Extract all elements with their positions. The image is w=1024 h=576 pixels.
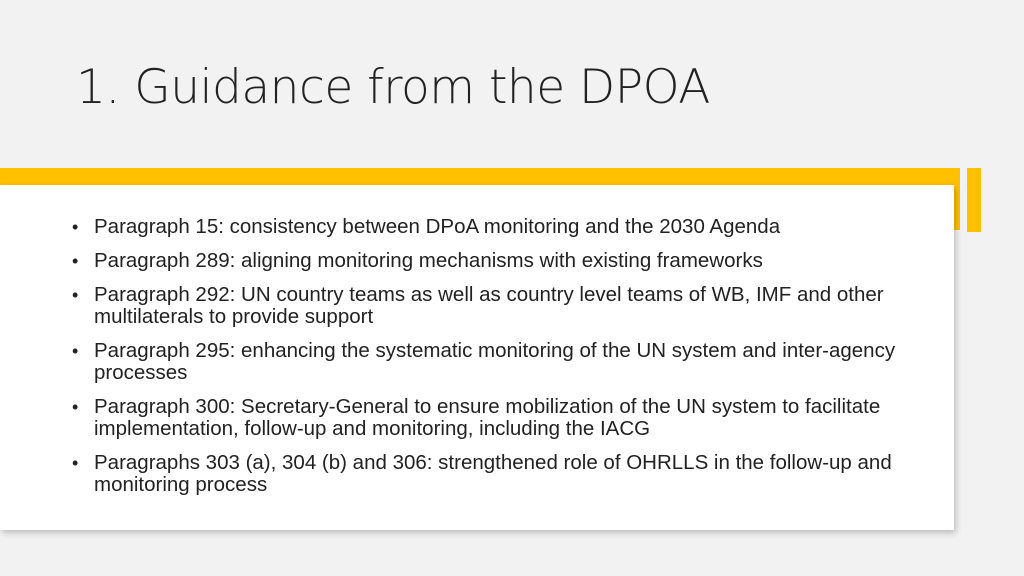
bullet-icon: • [72, 341, 79, 361]
bullet-text: Paragraph 292: UN country teams as well as country level teams of WB, IMF and other multilaterals to provide support [94, 283, 884, 328]
bullet-icon: • [72, 251, 79, 271]
bullet-item [72, 340, 932, 384]
bullet-icon: • [72, 397, 79, 417]
bullet-item [72, 452, 932, 496]
bullet-text: Paragraph 15: consistency between DPoA monitoring and the 2030 Agenda [94, 215, 781, 238]
bullet-item [72, 250, 932, 272]
accent-band [0, 168, 960, 185]
bullet-icon: • [72, 453, 79, 473]
bullet-item [72, 216, 932, 238]
bullet-item [72, 396, 932, 440]
bullet-icon: • [72, 285, 79, 305]
bullet-text: Paragraph 300: Secretary-General to ensure mobilization of the UN system to facilitate implementation, follow-up and monitoring, including the IACG [94, 395, 881, 440]
bullet-text: Paragraph 289: aligning monitoring mechanisms with existing frameworks [94, 249, 763, 272]
bullet-list [72, 216, 932, 508]
bullet-text: Paragraph 295: enhancing the systematic monitoring of the UN system and inter-agency processes [94, 339, 896, 384]
slide-title: 1. Guidance from the DPOA [76, 60, 710, 115]
bullet-text: Paragraphs 303 (a), 304 (b) and 306: strengthened role of OHRLLS in the follow-up and monitoring process [94, 451, 892, 496]
bullet-item [72, 284, 932, 328]
accent-bar-thick [967, 168, 981, 232]
accent-bar-thin [954, 168, 960, 230]
bullet-icon: • [72, 217, 79, 237]
